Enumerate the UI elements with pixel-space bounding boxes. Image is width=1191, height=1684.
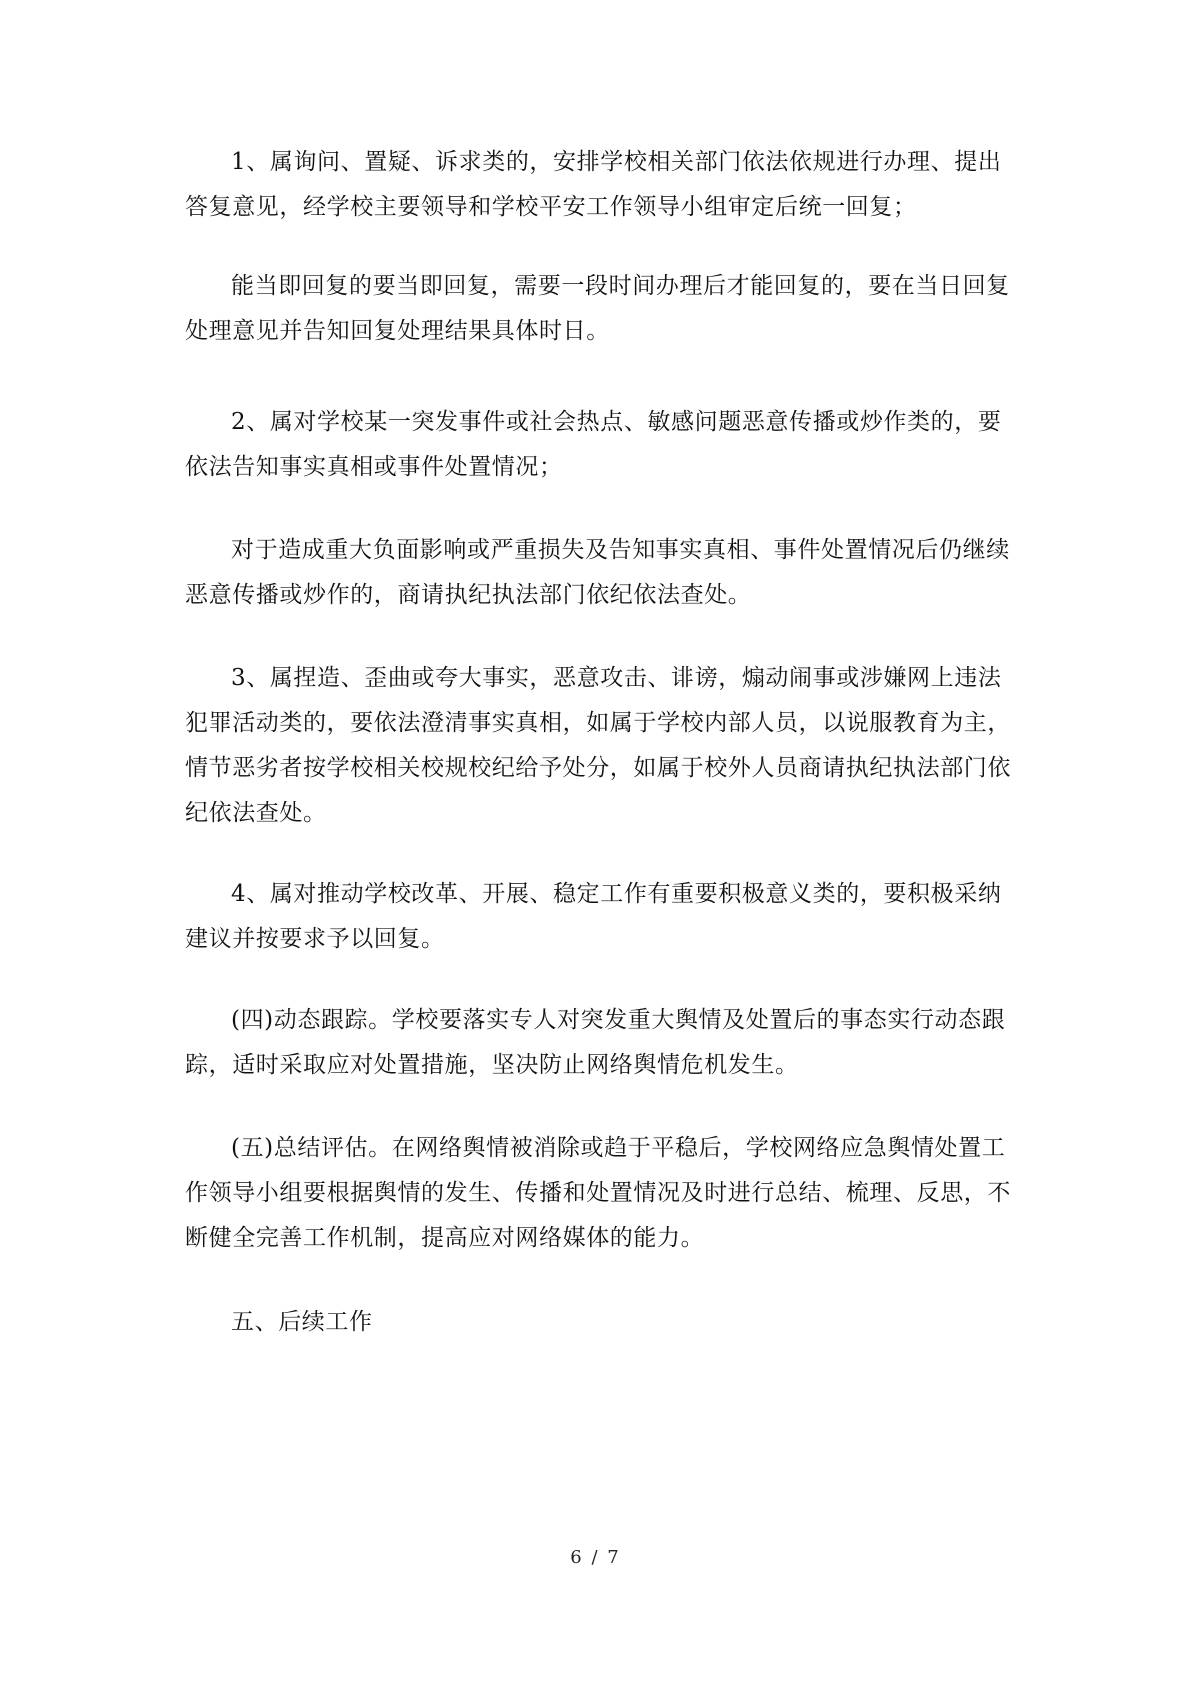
paragraph-positive-suggestions: 4、属对推动学校改革、开展、稳定工作有重要积极意义类的，要积极采纳建议并按要求予以回复。 <box>185 881 1002 952</box>
paragraph-dynamic-tracking: (四)动态跟踪。学校要落实专人对突发重大舆情及处置后的事态实行动态跟踪，适时采取应对处置措施，坚决防止网络舆情危机发生。 <box>185 1007 1006 1078</box>
paragraph-serious-impact: 对于造成重大负面影响或严重损失及告知事实真相、事件处置情况后仍继续恶意传播或炒作的，商请执纪执法部门依纪依法查处。 <box>185 537 1010 608</box>
page-number: 6 / 7 <box>570 1547 621 1568</box>
paragraph-inquiry-handling: 1、属询问、置疑、诉求类的，安排学校相关部门依法依规进行办理、提出答复意见，经学校主要领导和学校平安工作领导小组审定后统一回复； <box>185 149 1002 220</box>
paragraph-hot-topic-handling: 2、属对学校某一突发事件或社会热点、敏感问题恶意传播或炒作类的，要依法告知事实真相或事件处置情况； <box>185 409 1002 480</box>
paragraph-fabrication-handling: 3、属捏造、歪曲或夸大事实，恶意攻击、诽谤，煽动闹事或涉嫌网上违法犯罪活动类的，要依法澄清事实真相，如属于学校内部人员，以说服教育为主，情节恶劣者按学校相关校规校纪给予处分，如属于校外人员商请执纪执法部门依纪依法查处。 <box>185 665 1011 826</box>
paragraph-immediate-reply: 能当即回复的要当即回复，需要一段时间办理后才能回复的，要在当日回复处理意见并告知回复处理结果具体时日。 <box>185 273 1010 344</box>
paragraph-summary-evaluation: (五)总结评估。在网络舆情被消除或趋于平稳后，学校网络应急舆情处置工作领导小组要根据舆情的发生、传播和处置情况及时进行总结、梳理、反思，不断健全完善工作机制，提高应对网络媒体的能力。 <box>185 1135 1011 1251</box>
section-heading-follow-up-work: 五、后续工作 <box>231 1309 373 1335</box>
